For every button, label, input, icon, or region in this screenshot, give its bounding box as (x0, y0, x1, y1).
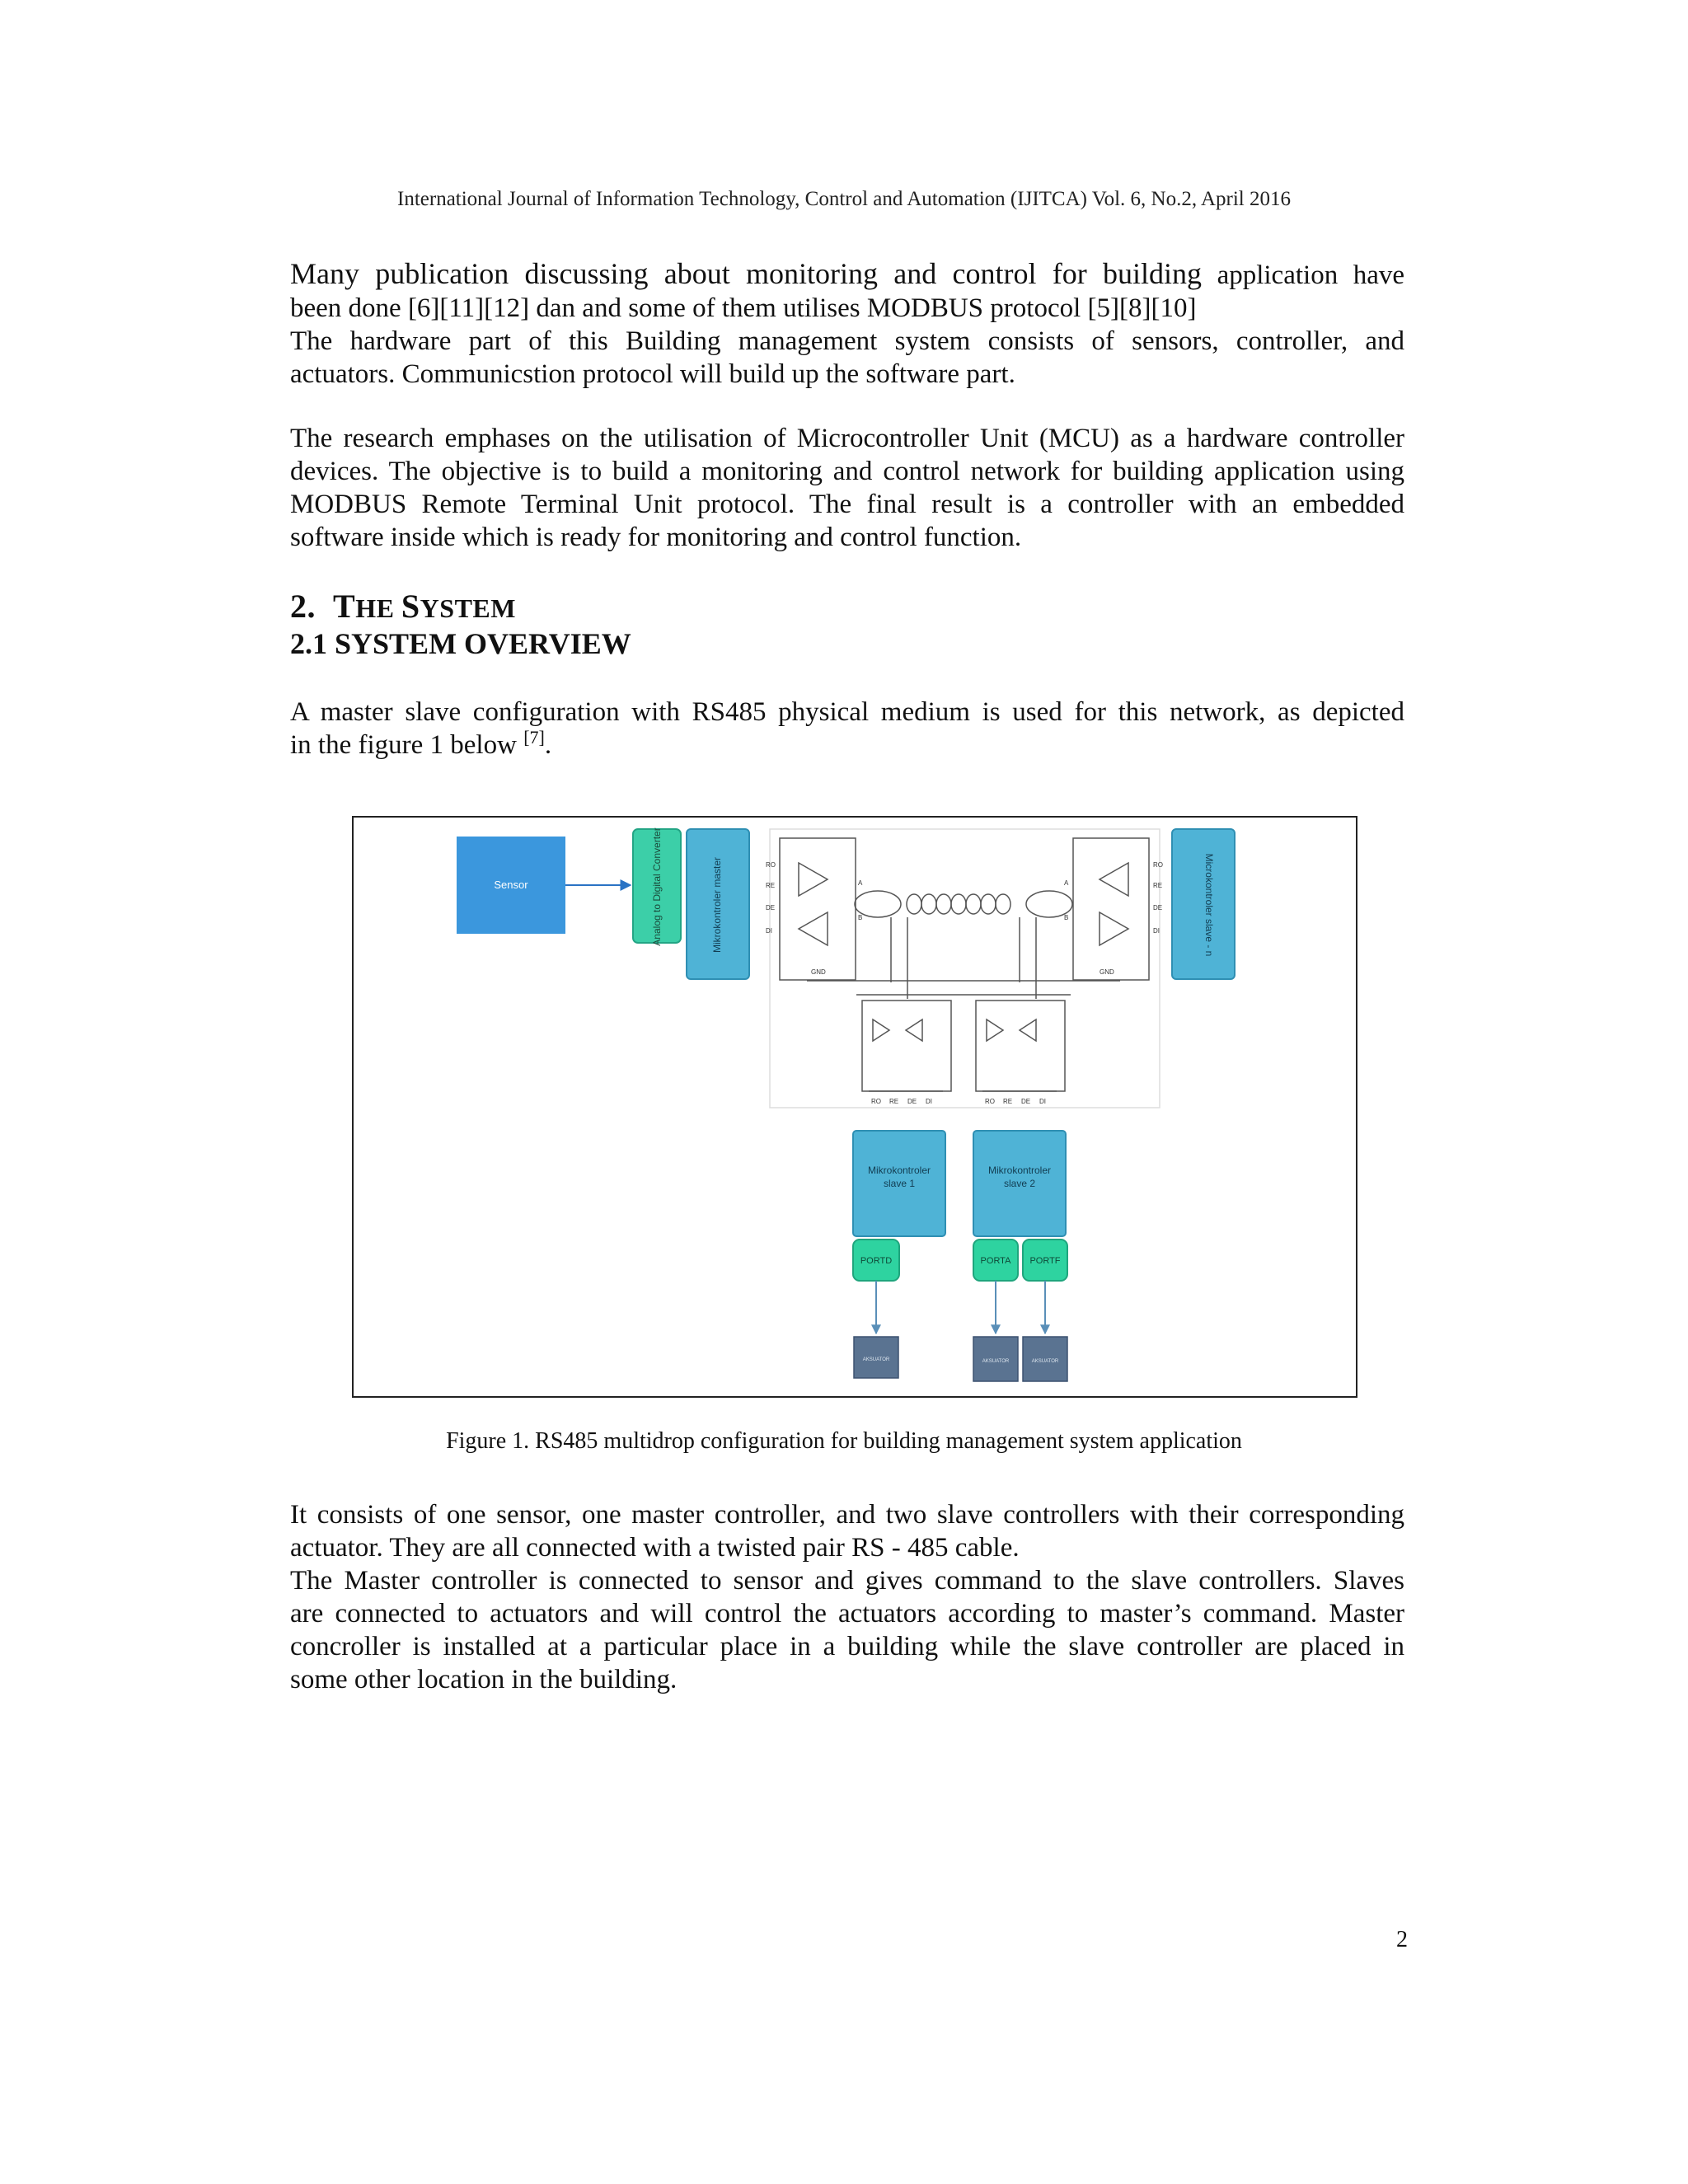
master-label: Mikrokontroler master (711, 856, 723, 954)
pin-label-ro-right: RO (1153, 861, 1163, 869)
twist-loop-4 (951, 894, 966, 914)
paragraph-1 (290, 257, 1404, 391)
bus-label-b-right: B (1064, 914, 1069, 921)
paragraph-1-line-4: actuators. Communicstion protocol will build up the software part. (290, 359, 1015, 389)
slave1-transceiver (862, 1001, 951, 1091)
left-receiver-gate (799, 863, 828, 896)
running-header: International Journal of Information Technology, Control and Automation (IJITCA) Vol. 6, No.2, April 2016 (397, 188, 1291, 210)
pin-label-ro-left: RO (766, 861, 776, 869)
paragraph-4-line-5: concroller is installed at a particular place in a building while the slave controller are placed in (290, 1632, 1404, 1661)
left-transceiver (780, 838, 856, 980)
paragraph-1-line-2: been done [6][11][12] dan and some of them utilises MODBUS protocol [5][8][10] (290, 293, 1197, 323)
actuator-2-label: AKSUATOR (982, 1359, 1010, 1364)
adc-label: Analog to Digital Converter (651, 827, 663, 946)
pin-label-re-right: RE (1153, 882, 1163, 889)
figure-1 (352, 816, 1357, 1398)
section-title: 2. THE SYSTEM (290, 588, 516, 625)
right-transceiver (1073, 838, 1149, 980)
slave-2-label-line-1: Mikrokontroler (987, 1165, 1052, 1176)
slave2-pin-di: DI (1039, 1098, 1046, 1105)
bus-label-a-left: A (858, 879, 863, 887)
paragraph-1-line-3: The hardware part of this Building management system consists of sensors, controller, and (290, 326, 1404, 356)
paragraph-3 (290, 696, 1404, 762)
twist-loop-1 (907, 894, 921, 914)
paragraph-2 (290, 422, 1404, 554)
slave1-pin-de: DE (907, 1098, 917, 1105)
twist-loop-6 (981, 894, 996, 914)
slave1-gate-1 (873, 1019, 889, 1041)
paragraph-1-line-1: Many publication discussing about monitoring and control for building application have (290, 257, 1405, 290)
slave2-pin-re: RE (1003, 1098, 1013, 1105)
slave2-gate-2 (1020, 1019, 1036, 1041)
page-number: 2 (1396, 1927, 1408, 1952)
twist-loop-7 (996, 894, 1010, 914)
slave2-pin-de: DE (1021, 1098, 1031, 1105)
paragraph-4 (290, 1498, 1404, 1696)
paragraph-2-line-2: devices. The objective is to build a monitoring and control network for building application using (290, 457, 1404, 486)
twisted-pair-cable (907, 894, 1010, 914)
pin-label-de-left: DE (766, 904, 776, 912)
rs485-diagram (354, 818, 1356, 1396)
slave1-pin-di: DI (926, 1098, 932, 1105)
citation-ref: [7] (523, 727, 545, 748)
slave-n-label: Microkontroler slave - n (1203, 853, 1215, 957)
bus-label-b-left: B (858, 914, 863, 921)
twist-loop-2 (921, 894, 936, 914)
slave-n-block (1172, 829, 1235, 979)
paragraph-2-line-4: software inside which is ready for monitoring and control function. (290, 523, 1022, 552)
slave2-transceiver (976, 1001, 1065, 1091)
port-slave-2a-label: PORTA (980, 1256, 1011, 1266)
slave2-pin-ro: RO (985, 1098, 995, 1105)
right-receiver-gate (1100, 863, 1128, 896)
paragraph-4-line-2: actuator. They are all connected with a twisted pair RS - 485 cable. (290, 1533, 1020, 1563)
paragraph-3-line-2: in the figure 1 below [7]. (290, 727, 552, 760)
port-slave-1-label: PORTD (860, 1256, 893, 1266)
figure-caption: Figure 1. RS485 multidrop configuration for building management system application (446, 1428, 1242, 1454)
slave1-pin-ro: RO (871, 1098, 881, 1105)
pin-label-di-right: DI (1153, 927, 1160, 935)
pin-label-de-right: DE (1153, 904, 1163, 912)
gnd-label-left: GND (811, 968, 826, 976)
slave1-gate-2 (906, 1019, 922, 1041)
gnd-label-right: GND (1100, 968, 1114, 976)
pin-label-di-left: DI (766, 927, 772, 935)
paragraph-4-line-4: are connected to actuators and will control the actuators according to master’s command. Master (290, 1599, 1404, 1629)
actuator-3-label: AKSUATOR (1031, 1359, 1059, 1364)
twist-loop-5 (966, 894, 981, 914)
pin-label-re-left: RE (766, 882, 776, 889)
slave1-pin-re: RE (889, 1098, 899, 1105)
slave-1-label-line-1: Mikrokontroler (867, 1165, 931, 1176)
paragraph-4-line-1: It consists of one sensor, one master controller, and two slave controllers with their corresponding (290, 1500, 1404, 1530)
paragraph-2-line-1: The research emphases on the utilisation of Microcontroller Unit (MCU) as a hardware controller (290, 424, 1404, 453)
rs485-schematic (780, 838, 1149, 1091)
paragraph-4-line-3: The Master controller is connected to sensor and gives command to the slave controllers. Slaves (290, 1566, 1404, 1596)
subsection-title: 2.1 SYSTEM OVERVIEW (290, 627, 631, 660)
actuator-1-label: AKSUATOR (862, 1357, 890, 1362)
right-driver-gate (1100, 912, 1128, 945)
port-slave-2b-label: PORTF (1029, 1256, 1061, 1266)
twist-loop-3 (936, 894, 951, 914)
paragraph-4-line-6: some other location in the building. (290, 1665, 678, 1694)
sensor-label: Sensor (494, 879, 528, 891)
slave2-gate-1 (987, 1019, 1003, 1041)
left-driver-gate (799, 912, 828, 945)
slave-2-label-line-2: slave 2 (1003, 1178, 1036, 1189)
slave-1-label-line-2: slave 1 (883, 1178, 916, 1189)
paragraph-2-line-3: MODBUS Remote Terminal Unit protocol. The final result is a controller with an embedded (290, 490, 1404, 519)
bus-label-a-right: A (1064, 879, 1069, 887)
paragraph-3-line-1: A master slave configuration with RS485 physical medium is used for this network, as depicted (290, 697, 1404, 727)
